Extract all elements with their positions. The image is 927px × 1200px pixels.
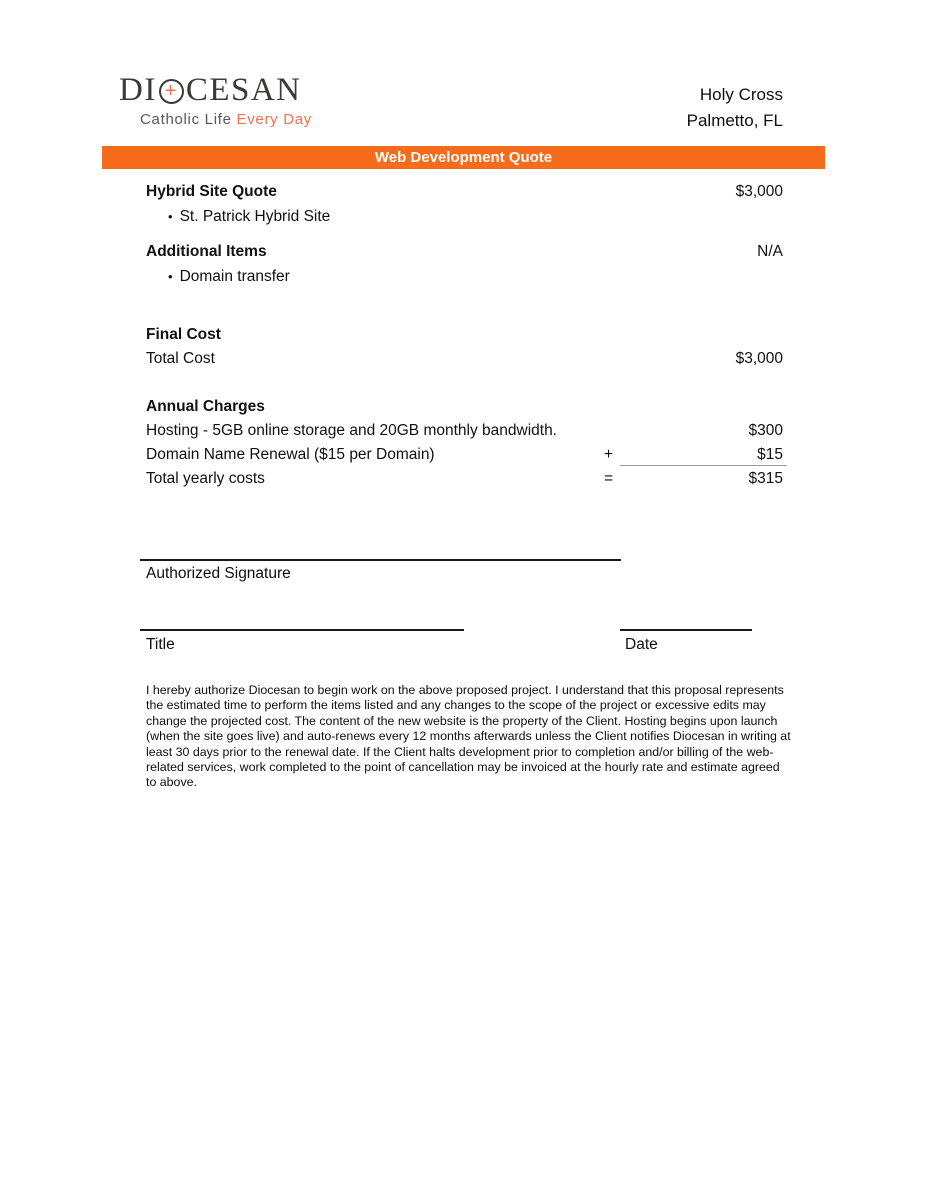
sum-divider-line [620,465,787,466]
bullet-text: Domain transfer [179,268,290,285]
final-cost-heading-row [146,325,783,344]
bullet-item-domain-transfer [168,267,290,286]
tagline-gray-part: Catholic Life [140,111,237,128]
cross-in-circle-icon [159,79,184,104]
client-info [687,82,783,134]
date-label: Date [625,636,658,653]
equals-operator: = [604,470,614,487]
bullet-icon: • [168,269,173,284]
section-row-additional-items [146,242,783,261]
title-line [140,629,464,631]
authorized-signature-line [140,559,621,561]
total-yearly-amount: $315 [748,470,783,487]
legal-authorization-paragraph: I hereby authorize Diocesan to begin work on the above proposed project. I understand that this proposal represents the estimated time to perform the items listed and any changes to the scope of the project or excessive edits may change the projected cost. The content of the new website is the property of the Client. Hosting begins upon launch (when the site goes live) and auto-renews every 12 months afterwards unless the Client notifies Diocesan in writing at least 30 days prior to the renewal date. If the Client halts development prior to completion and/or billing of the web-related services, work completed to the point of cancellation may be invoiced at the hourly rate and estimate agreed to above. [146,683,791,790]
bullet-icon: • [168,209,173,224]
document-title-banner [102,146,825,169]
logo-tagline [140,111,312,128]
annual-charges-heading-row [146,397,783,416]
tagline-orange-part: Every Day [236,111,313,128]
final-cost-heading: Final Cost [146,326,221,343]
section-amount: N/A [757,243,783,260]
client-name: Holy Cross [699,85,783,104]
section-heading: Hybrid Site Quote [146,183,277,200]
hosting-row [146,421,783,440]
logo-text-di: DI [119,72,157,108]
title-label: Title [146,636,175,653]
domain-renewal-label: Domain Name Renewal ($15 per Domain) [146,446,435,463]
plus-operator: + [604,446,614,463]
client-location: Palmetto, FL [686,111,783,130]
logo-text-cesan: CESAN [185,72,302,108]
domain-renewal-row [146,445,783,464]
total-yearly-label: Total yearly costs [146,470,265,487]
logo-wordmark [119,74,312,107]
total-cost-label: Total Cost [146,350,215,367]
hosting-label: Hosting - 5GB online storage and 20GB monthly bandwidth. [146,422,557,439]
section-row-hybrid-site-quote [146,182,783,201]
section-amount: $3,000 [735,183,783,200]
hosting-amount: $300 [748,422,783,439]
total-cost-row [146,349,783,368]
annual-charges-heading: Annual Charges [146,398,265,415]
total-yearly-row [146,469,783,488]
domain-renewal-amount: $15 [757,446,783,463]
bullet-text: St. Patrick Hybrid Site [179,208,331,225]
authorized-signature-label: Authorized Signature [146,565,291,582]
cross-glyph: + [164,79,178,102]
bullet-item-st-patrick [168,207,330,226]
diocesan-logo [119,74,312,128]
document-title: Web Development Quote [374,149,553,166]
section-heading: Additional Items [146,243,267,260]
date-line [620,629,752,631]
total-cost-amount: $3,000 [735,350,783,367]
